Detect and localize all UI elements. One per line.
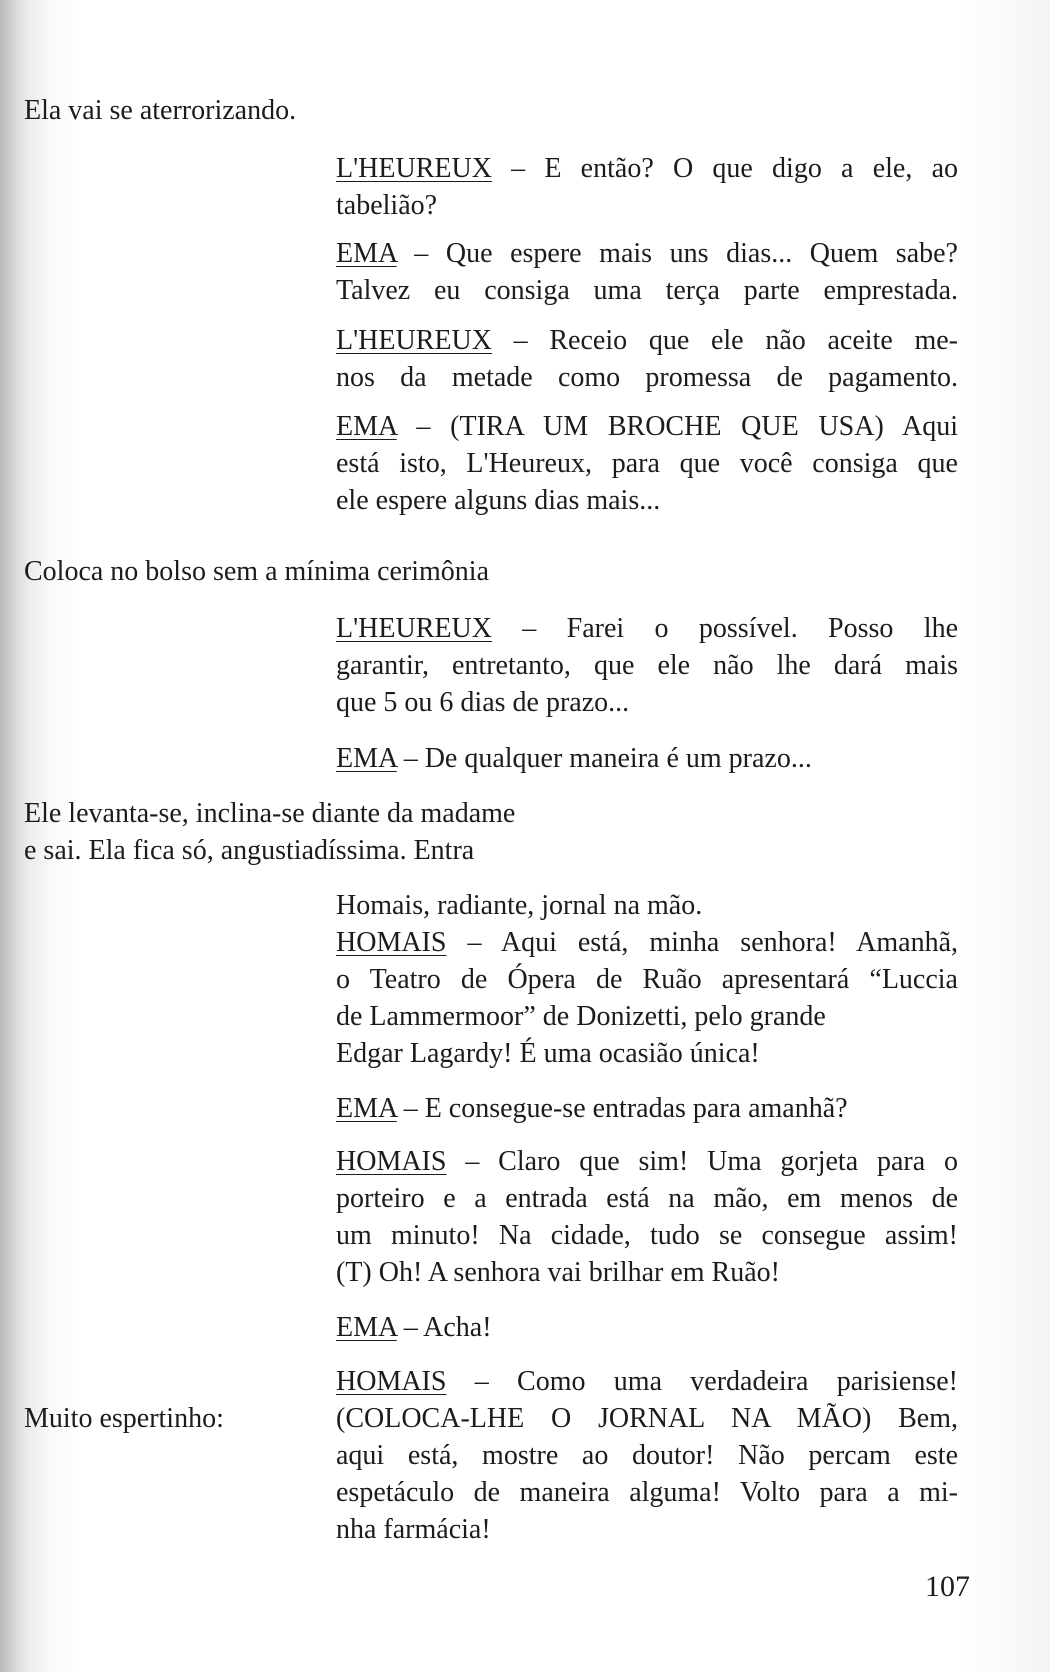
speaker-name: HOMAIS [336,1146,447,1177]
stage-direction: Ele levanta-se, inclina-se diante da madame e sai. Ela fica só, angustiadíssima. Entra [24,798,516,866]
dialogue-ema-4: EMA – E consegue-se entradas para amanhã? [336,1093,848,1124]
dialogue-ema-2: EMA – (TIRA UM BROCHE QUE USA) Aqui está isto, L'Heureux, para que você consiga que ele espere alguns dias mais... [336,411,958,516]
stage-direction-continued: Homais, radiante, jornal na mão. [336,890,703,921]
dialogue-lheureux-2: L'HEUREUX – Receio que ele não aceite me- nos da metade como promessa de pagamento. [336,325,958,393]
dialogue-homais-3: HOMAIS – Como uma verdadeira parisiense! (COLOCA-LHE O JORNAL NA MÃO) Bem, aqui está, mostre ao doutor! Não percam este espetáculo de maneira alguma! Volto para a mi- nha farmácia! [336,1366,958,1545]
stage-direction: Coloca no bolso sem a mínima cerimônia [24,556,490,587]
speaker-name: EMA [336,1093,397,1124]
speaker-name: EMA [336,1312,397,1343]
dialogue-lheureux-1: L'HEUREUX – E então? O que digo a ele, ao tabelião? [336,153,958,221]
dialogue-ema-1: EMA – Que espere mais uns dias... Quem sabe? Talvez eu consiga uma terça parte emprestada. [336,238,958,306]
dialogue-ema-5: EMA – Acha! [336,1312,492,1343]
stage-direction: Ela vai se aterrorizando. [24,95,297,126]
speaker-name: EMA [336,238,397,269]
speaker-name: EMA [336,743,397,774]
dialogue-homais-2: HOMAIS – Claro que sim! Uma gorjeta para o porteiro e a entrada está na mão, em menos de um minuto! Na cidade, tudo se consegue assim! (T) Oh! A senhora vai brilhar em Ruão! [336,1146,958,1288]
speaker-name: L'HEUREUX [336,153,492,184]
speaker-name: EMA [336,411,397,442]
speaker-name: L'HEUREUX [336,325,492,356]
speaker-name: HOMAIS [336,1366,447,1397]
speaker-name: HOMAIS [336,927,447,958]
page-number: 107 [925,1570,970,1603]
dialogue-ema-3: EMA – De qualquer maneira é um prazo... [336,743,812,774]
margin-stage-direction: Muito espertinho: [24,1403,224,1434]
dialogue-homais-1: Homais, radiante, jornal na mão. HOMAIS – Aqui está, minha senhora! Amanhã, o Teatro de Ópera de Ruão apresentará “Luccia de Lammermoor” de Donizetti, pelo grande Edgar Lagardy! É uma ocasião única! [336,887,958,1072]
dialogue-lheureux-3: L'HEUREUX – Farei o possível. Posso lhe garantir, entretanto, que ele não lhe dará mais que 5 ou 6 dias de prazo... [336,613,958,718]
speaker-name: L'HEUREUX [336,613,492,644]
